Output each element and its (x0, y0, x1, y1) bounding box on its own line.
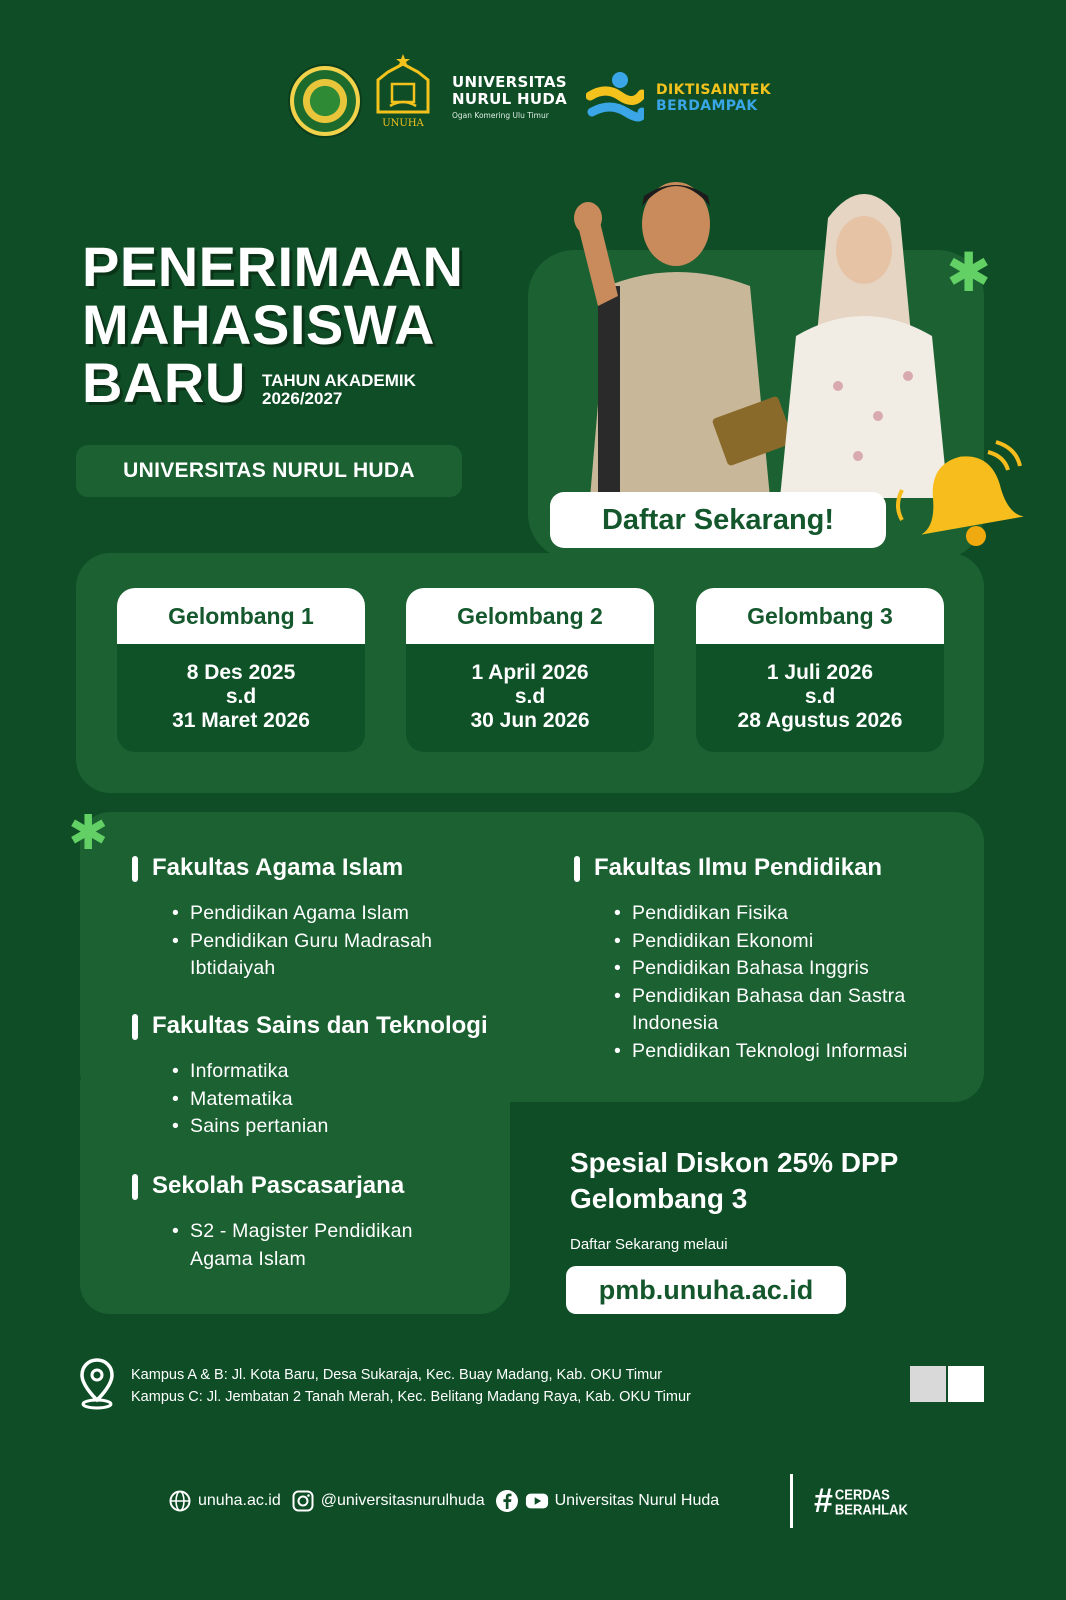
wave-card-3 (696, 588, 944, 752)
wave-dates: 1 Juli 2026 s.d 28 Agustus 2026 (737, 661, 903, 732)
registration-url-link[interactable]: pmb.unuha.ac.id (566, 1266, 846, 1314)
discount-title: Spesial Diskon 25% DPP Gelombang 3 (570, 1147, 899, 1214)
program-item: • Matematika (172, 1086, 492, 1114)
wave-dates: 8 Des 2025 s.d 31 Maret 2026 (172, 661, 310, 732)
website-link[interactable]: unuha.ac.id (198, 1492, 281, 1509)
program-item: • Informatika (172, 1058, 492, 1086)
social-footer (168, 1484, 719, 1518)
faculty-list-fai (172, 900, 492, 983)
wave-dates: 1 April 2026 s.d 30 Jun 2026 (470, 661, 590, 732)
wave-title: Gelombang 3 (696, 588, 944, 644)
color-swatch-green (872, 1366, 908, 1402)
program-item: • Pendidikan Teknologi Informasi (614, 1038, 954, 1066)
asterisk-decoration: ✱ (946, 241, 992, 304)
unuha-wordmark: UNIVERSITAS NURUL HUDA (452, 73, 568, 108)
instagram-link[interactable]: @universitasnurulhuda (320, 1492, 485, 1509)
instagram-icon (291, 1489, 315, 1513)
color-swatch-gray (910, 1366, 946, 1402)
faculty-list-pasca (172, 1218, 462, 1273)
university-name-badge: UNIVERSITAS NURUL HUDA (76, 445, 462, 497)
footer-divider (790, 1474, 793, 1528)
wave-card-2 (406, 588, 654, 752)
campus-address: Kampus A & B: Jl. Kota Baru, Desa Sukaraja, Kec. Buay Madang, Kab. OKU Timur Kampus C: Jl. Jembatan 2 Tanah Merah, Kec. Belitang Madang Raya, Kab. OKU Timur (131, 1367, 691, 1405)
asterisk-decoration: ✱ (68, 805, 109, 861)
youtube-icon (525, 1489, 549, 1513)
faculty-title-fip: Fakultas Ilmu Pendidikan (574, 854, 882, 882)
wave-title: Gelombang 1 (117, 588, 365, 644)
hashtag-badge: # CERDAS BERAHLAK (814, 1482, 908, 1520)
location-pin-icon (80, 1358, 114, 1410)
faculty-title-fai: Fakultas Agama Islam (132, 854, 403, 882)
diktisaintek-wordmark: DIKTISAINTEK BERDAMPAK (656, 82, 772, 114)
wave-card-1 (117, 588, 365, 752)
faculty-list-fst (172, 1058, 492, 1141)
unuha-subtitle: Ogan Komering Ulu Timur (452, 111, 549, 120)
program-item: • Pendidikan Bahasa Inggris (614, 955, 954, 983)
page-title: PENERIMAAN MAHASISWA BARU (82, 235, 464, 414)
facebook-icon (495, 1489, 519, 1513)
program-item: • Pendidikan Fisika (614, 900, 954, 928)
program-item: • Sains pertanian (172, 1113, 492, 1141)
globe-icon (168, 1489, 192, 1513)
register-via-label: Daftar Sekarang melaui (570, 1236, 728, 1253)
faculty-title-pasca: Sekolah Pascasarjana (132, 1172, 404, 1200)
program-item: • Pendidikan Ekonomi (614, 928, 954, 956)
color-swatch-white (948, 1366, 984, 1402)
program-item: • Pendidikan Guru Madrasah Ibtidaiyah (172, 928, 492, 983)
faculty-title-fst: Fakultas Sains dan Teknologi (132, 1012, 488, 1040)
program-item: • S2 - Magister Pendidikan Agama Islam (172, 1218, 462, 1273)
unuha-logo (368, 50, 438, 135)
register-now-button[interactable]: Daftar Sekarang! (550, 492, 886, 548)
diktisaintek-logo (586, 68, 644, 126)
wave-title: Gelombang 2 (406, 588, 654, 644)
pemda-seal-logo (288, 64, 362, 138)
bell-icon (888, 440, 1024, 560)
program-item: • Pendidikan Bahasa dan Sastra Indonesia (614, 983, 954, 1038)
channel-link[interactable]: Universitas Nurul Huda (554, 1492, 720, 1509)
svg-text:UNUHA: UNUHA (382, 118, 424, 129)
program-item: • Pendidikan Agama Islam (172, 900, 492, 928)
academic-year: TAHUN AKADEMIK 2026/2027 (262, 371, 416, 408)
faculty-list-fip (614, 900, 954, 1065)
